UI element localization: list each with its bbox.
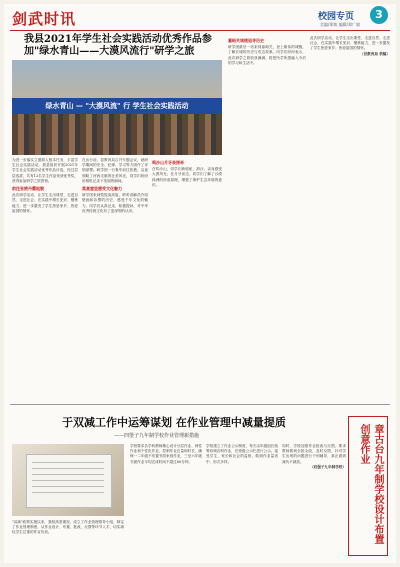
article1-col6b-text: 此次研学活动，让学生走出课堂、走进自然、走进社会，在实践中增长见识、锻炼能力，进一步激发了学生热爱家乡、热爱祖国的情怀。	[310, 36, 390, 51]
article2-signature: （四堡子九年制学校）	[310, 464, 346, 469]
article1-col5-text: 研学团最后一站来到嘉峪关，登上雄伟的城楼，了解长城的历史与戍边故事。同学们纷纷表示，此次研学之旅收获满满，将把所学所感融入今后的学习和生活中。	[228, 45, 306, 65]
article1-col1-text: 为进一步落实立德树人根本任务，丰富学生社会实践活动，我县组织开展2021年学生社会实践活动优秀作品评选，经过层层选拔，共有12名学生作品荣获优秀奖，获得参加研学之旅资格。	[12, 158, 78, 183]
article2-col2	[130, 444, 202, 560]
article2-col1	[12, 520, 124, 560]
article2-col1-text: "双减"政策实施以来，我校高度重视，成立了作业管理领导小组，制定了作业管理制度，从作业设计、布置、批改、反馈等环节入手，切实减轻学生过重的作业负担。	[12, 520, 124, 535]
article1-col1	[12, 158, 78, 398]
photo-banner-text: 绿水青山 — "大漠风流" 行 学生社会实践活动	[12, 98, 222, 114]
article2-subhead: ——四堡子九年制学校作业管理新措施	[114, 433, 200, 439]
article1-col3	[152, 158, 222, 398]
article2-col4	[282, 444, 346, 560]
article2-col3-text: 学校建立了作业公示制度，每天由年级组长统筹协调各科作业，在班级公示栏进行公示，接受学生、家长和社会的监督，做到作业量适中、形式多样。	[206, 444, 278, 464]
photo-crowd	[12, 114, 222, 155]
section-tag: 校园专页	[317, 12, 354, 22]
article1-col4-sub: 嘉峪关城楼追寻历史	[228, 38, 264, 43]
article1-col3-sub: 鸣沙山月牙泉探奇	[152, 160, 184, 165]
article1-col1-sub: 前往张掖丹霞地貌	[12, 186, 44, 192]
article2-col3	[206, 444, 278, 560]
newspaper-page	[4, 4, 396, 563]
article1-col2-sub: 莫高窟里感受文化魅力	[82, 186, 122, 192]
sidebar-vertical-title: 章古台九年制学校设计布置创意作业	[358, 424, 383, 544]
article1-col6-text: 此次研学活动，让学生走出课堂、走进自然、走进社会，在实践中增长见识、锻炼能力，进一步激发了学生热爱家乡、热爱祖国的情怀。	[12, 193, 78, 213]
article1-col4	[228, 36, 306, 398]
photo-paper-lines	[32, 462, 104, 498]
header-rule	[10, 30, 390, 31]
article2-headline: 于双减工作中运筹谋划 在作业管理中减量提质	[62, 416, 286, 429]
editor-credit: 美编/郑敏 编辑/郑广斌	[320, 22, 360, 27]
article1-signature: （县教育局 供稿）	[359, 51, 390, 56]
article-divider	[10, 404, 390, 405]
article1-col2-text: 在出行前，县教育局召开专题会议，就研学期间的安全、纪律、学习等方面作了详细部署。研学团一行乘车前往张掖，沿途领略了河西走廊的壮美风光，同学们纷纷用相机记录下美丽的瞬间。	[82, 158, 148, 183]
article2-col4-text: 同时，学校加强作业批改与反馈，要求教师做到全批全改，及时反馈，针对学生出现的问题进行个别辅导，真正做到减负不减质。	[282, 444, 346, 464]
article2-col2-text: 学校要求各学科教师精心设计分层作业、弹性作业和个性化作业，控制作业总量和时长，确保一二年级不布置书面家庭作业，三至六年级书面作业平均完成时间不超过60分钟。	[130, 444, 202, 464]
article1-headline: 我县2021年学生社会实践活动优秀作品参加"绿水青山——大漠风流行"研学之旅	[24, 34, 212, 57]
article1-col4-text: 在鸣沙山，同学们骑骆驼、滑沙，亲身感受大漠风光；在月牙泉边，同学们了解了沙漠绿洲的形成原理，增强了保护生态环境的意识。	[152, 167, 222, 187]
article2-homework-photo	[12, 444, 124, 516]
page-number-badge: 3	[370, 6, 388, 24]
page-header	[4, 4, 396, 32]
article1-col5	[310, 36, 390, 398]
article1-col3-text: 研学团来到敦煌莫高窟，聆听讲解员介绍壁画和彩塑的历史，感受千年文化的魅力。同学们认真记录，积极提问，对中华优秀传统文化有了更深刻的认识。	[82, 193, 148, 213]
masthead-title: 剑武时讯	[12, 10, 77, 28]
article1-group-photo	[12, 60, 222, 155]
article1-col2	[82, 158, 148, 398]
